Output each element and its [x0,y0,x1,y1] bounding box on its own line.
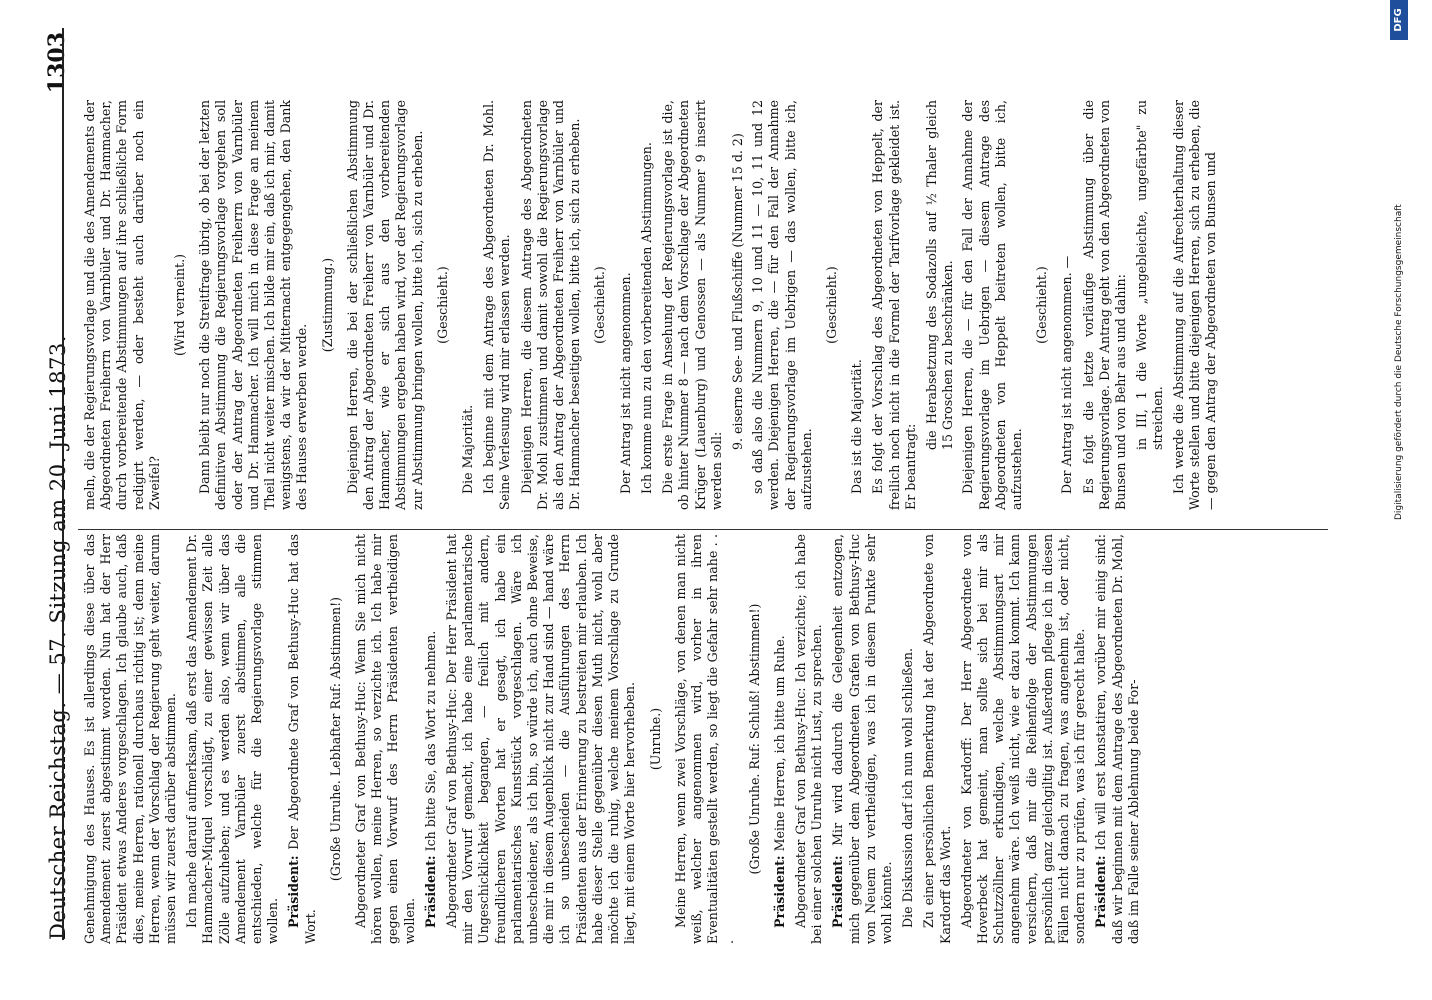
paragraph: Abgeordneter Graf von Bethusy-Huc: Wenn Sie mich nicht hören wollen, meine Herren, so verzichte ich. Ich habe mir gegen einen Vorwurf des Herrn Präsidenten vertheidigen wollen. [353,534,417,944]
right-column [82,100,1322,510]
stage-direction: (Geschieht.) [1034,266,1050,344]
speech-text: Mir wird dadurch die Gelegenheit entzogen, mich gegenüber dem Abgeordneten Grafen von Bethusy-Huc von Neuem zu vertheidigen, was ich in diesem Punkte sehr wohl könnte. [830,534,894,944]
paragraph: Die erste Frage in Ansehung der Regierungsvorlage ist die, ob hinter Nummer 8 — nach dem Vorschlage der Abgeordneten Krüger (Lauenburg) und Genossen — als Nummer 9 inserirt werden soll: [660,100,724,510]
paragraph: so daß also die Nummern 9, 10 und 11 — 10, 11 und 12 werden. Diejenigen Herren, die — für den Fall der Annahme der Regierungsvorlage im Uebrigen — das wollen, bitte ich, aufzustehen. [750,100,814,510]
stage-direction: (Große Unruhe. Ruf: Schluß! Abstimmen!) [746,603,762,875]
speaker-name: Präsident: [771,855,787,928]
speech-text: Der Abgeordnete Graf von Bethusy-Huc hat das Wort. [286,534,318,944]
page-number: 1303 [44,32,70,94]
speech-text: Ich will erst konstatiren, vorüber mir einig sind: daß wir beginnen mit dem Antrage des Abgeordneten Dr. Mohl, daß im Falle seiner Ablehnung beide For- [1093,534,1141,944]
paragraph: meln, die der Regierungsvorlage und die des Amendements der Abgeordneten Freiherrn von Varnbüler und Dr. Hammacher, durch vorbereitende Abstimmungen auf ihre schließliche Form redigirt werden, — oder besteht auch darüber noch ein Zweifel? [82,100,162,510]
speaker-name: Präsident: [1093,855,1109,928]
running-head: Deutscher Reichstag. — 57. Sitzung am 20. Juni 1873. [46,335,70,940]
indented-quote: in III, 1 die Worte „ungebleichte, ungefärbte" zu streichen. [1134,100,1166,450]
speech-text: Ich bitte Sie, das Wort zu nehmen. [422,630,438,856]
paragraph: Der Antrag ist nicht angenommen. — [1059,255,1075,494]
paragraph [772,534,788,944]
indented-quote: 9. eiserne See- und Flußschiffe (Nummer 15 d. 2) [729,133,745,450]
speaker-name: Präsident: [830,855,846,928]
paragraph: Diejenigen Herren, die — für den Fall der Annahme der Regierungsvorlage im Uebrigen — diesem Antrage des Abgeordneten von Heppelt beitreten wollen, bitte ich, aufzustehen. [960,100,1024,510]
indented-quote: die Herabsetzung des Sodazolls auf ½ Thaler gleich 15 Groschen zu beschränken. [923,100,956,450]
speech-text: Meine Herren, ich bitte um Ruhe. [771,635,787,856]
paragraph: Abgeordneter von Kardorff: Der Herr Abgeordnete von Hoverbeck hat gemeint, man sollte sich bei mir als Schutzzöllner erkundigen, welche Abstimmungsart mir angenehm wäre. Ich weiß nicht, wie er dazu kommt. Ich kann versichern, daß mir die Reihenfolge der Abstimmungen persönlich ganz gleichgiltig ist. Außerdem pflege ich in diesen Fällen nicht danach zu fragen, was angenehm ist, oder nicht, sondern nur zu prüfen, was ich für gerecht halte. [958,534,1088,944]
paragraph: Es folgt der Vorschlag des Abgeordneten von Heppelt, der freilich noch nicht in die Formel der Tarifvorlage gekleidet ist. Er beantragt: [870,100,918,510]
paragraph: Diejenigen Herren, die diesem Antrage des Abgeordneten Dr. Mohl zustimmen und damit sowohl die Regierungsvorlage als den Antrag der Abgeordneten Freiherr von Varnbüler und Dr. Hammacher beseitigen wollen, bitte ich, sich zu erheben. [518,100,583,510]
paragraph: Ich mache darauf aufmerksam, daß erst das Amendement Dr. Hammacher-Miquel vorschlägt, zu einer gewissen Zeit alle Zölle aufzuheben; und es werden also, wenn wir über das Amendement Varnbüler zuerst abstimmen, alle die entschieden, welche für die Regierungsvorlage stimmen wollen. [184,534,281,944]
speaker-name: Präsident: [422,855,438,928]
stage-direction: (Geschieht.) [592,266,608,344]
left-column [82,534,1322,944]
paragraph: Abgeordneter Graf von Bethusy-Huc: Der Herr Präsident hat mir den Vorwurf gemacht, ich habe eine parlamentarische Ungeschicklichkeit begangen, — freilich mit andern, freundlicheren Worten hat er gesagt, ich habe ein parlamentarisches Kunststück vorgeschlagen. Wäre ich unbescheidener, als ich bin, so würde ich, auch ohne Beweise, die mir in diesem Augenblick nicht zur Hand sind — hand wäre ich so unbescheiden — die Ausführungen des Herrn Präsidenten aus der Erinnerung zu bestreiten mir erlauben. Ich habe dieser Stelle gegenüber diesen Muth nicht, wohl aber möchte ich die ruhig, welche meinem Vorschlage zu Grunde liegt, mit einem Worte hier hervorheben. [444,534,638,944]
stage-direction: (Geschieht.) [434,266,450,344]
paragraph: Diejenigen Herren, die bei der schließlichen Abstimmung den Antrag der Abgeordneten Freiherr von Varnbüler und Dr. Hammacher, wie er sich aus den vorbereitenden Abstimmungen ergeben haben wird, vor der Regierungsvorlage zur Abstimmung bringen wollen, bitte ich, sich zu erheben. [344,100,425,510]
paragraph: Ich komme nun zu den vorbereitenden Abstimmungen. [638,142,654,494]
paragraph [1093,534,1142,944]
paragraph: Der Antrag ist nicht angenommen. [617,272,633,494]
page-header [42,0,78,1000]
paragraph: Die Diskussion darf ich nun wohl schließen. [900,648,916,928]
paragraph: Ich beginne mit dem Antrage des Abgeordneten Dr. Mohl. Seine Verlesung wird mir erlassen werden. [481,100,513,510]
speaker-name: Präsident: [286,855,302,928]
paragraph [286,534,318,944]
column-divider [78,529,1328,530]
paragraph: Die Majorität. [460,404,476,494]
paragraph: Meine Herren, wenn zwei Vorschläge, von denen man nicht weiß, welcher angenommen wird, vorher in ihren Eventualitäten gestellt werden, so liegt die Gefahr sehr nahe . . . [672,534,737,944]
stage-direction: (Unruhe.) [647,707,663,771]
paragraph: Es folgt die letzte vorläufige Abstimmung über die Regierungsvorlage. Der Antrag geht von den Abgeordneten von Bunsen und von Behr aus und dahin: [1080,100,1128,510]
paragraph: Abgeordneter Graf von Bethusy-Huc: Ich verzichte; ich habe bei einer solchen Unruhe nicht Lust, zu sprechen. [792,534,825,944]
paragraph: Ich werde die Abstimmung auf die Aufrechterhaltung dieser Worte stellen und bitte diejenigen Herren, sich zu erheben, die — gegen den Antrag der Abgeordneten von Bunsen und [1170,100,1218,510]
stage-direction: (Geschieht.) [823,266,839,344]
stage-direction: (Große Unruhe. Lebhafter Ruf: Abstimmen!) [327,596,343,882]
paragraph: Dann bleibt nur noch die Streitfrage übrig, ob bei der letzten definitiven Abstimmung die Regierungsvorlage vorgehen soll oder der Antrag der Abgeordneten Freiherrn von Varnbüler und Dr. Hammacher. Ich will mich in diese Frage an meinem Theil nicht weiter mischen. Ich bilde mir ein, daß ich mir, damit wenigstens, da wir der Mitternacht entgegengehen, den Dank des Hauses erwerben werde. [197,100,310,510]
paragraph: Das ist die Majorität. [849,359,865,494]
dfg-logo: DFG [1390,0,1408,40]
paragraph: Genehmigung des Hauses. Es ist allerdings diese über das Amendement zuerst abgestimmt worden. Nun hat der Herr Präsident etwas Anderes vorgeschlagen. Ich glaube auch, daß dies, meine Herren, rationell durchaus richtig ist; denn meine Herren, wenn der Vorschlag der Regierung geht weiter, darum müssen wir zuerst darüber abstimmen. [82,534,179,944]
paragraph [423,534,439,944]
stage-direction: (Zustimmung.) [319,257,335,353]
paragraph [830,534,895,944]
stage-direction: (Wird verneint.) [172,253,188,357]
digitization-credit: Digitalisierung gefördert durch die Deutsche Forschungsgemeinschaft [1394,204,1404,520]
paragraph: Zu einer persönlichen Bemerkung hat der Abgeordnete von Kardorff das Wort. [921,534,953,944]
header-rule [62,28,64,940]
